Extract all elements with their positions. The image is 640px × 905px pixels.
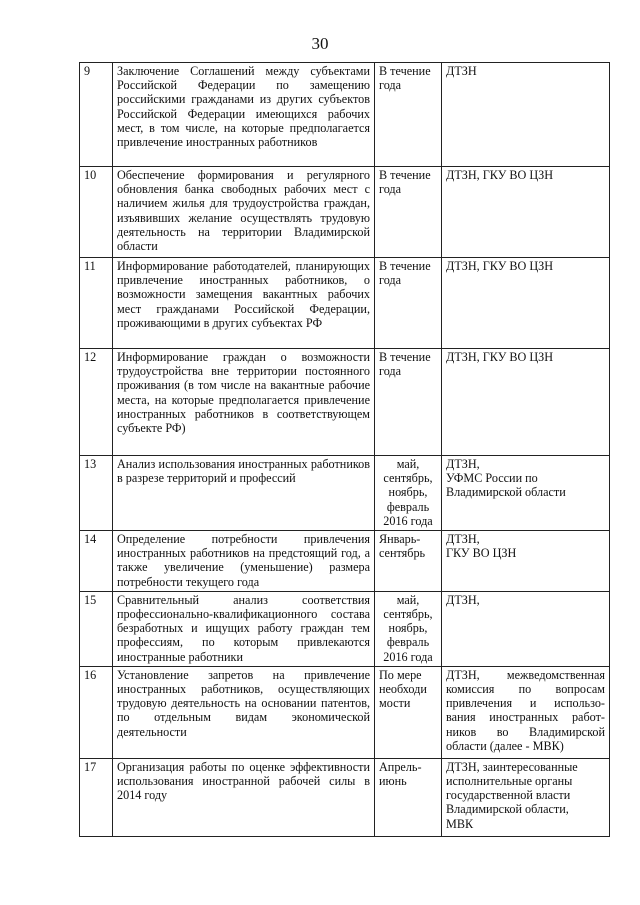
responsible-cell [442, 167, 610, 258]
row-number: 12 [80, 349, 113, 456]
table-row [80, 591, 610, 666]
term-line: май, [396, 457, 420, 471]
table-row [80, 666, 610, 758]
term-line: февраль [386, 635, 430, 650]
responsible-line: ДТЗН, [446, 532, 480, 547]
responsible-line: государственной власти [446, 788, 571, 803]
responsible-cell [442, 666, 610, 758]
responsible-line: ДТЗН, [446, 457, 480, 471]
table-row [80, 63, 610, 167]
responsible-cell [442, 456, 610, 531]
responsible-line: ДТЗН, ГКУ ВО ЦЗН [446, 168, 554, 182]
action-text: Установление запретов на привлечение иностранных работников, осуществляющих трудовую деятельность на основании патентов, по отдельным видам экономической деятельности [113, 666, 375, 758]
term-cell [375, 666, 442, 758]
row-number: 16 [80, 666, 113, 758]
row-number: 11 [80, 258, 113, 349]
responsible-cell [442, 531, 610, 592]
term-cell [375, 258, 442, 349]
term-cell [375, 531, 442, 592]
action-text: Информирование работодателей, планирующих привлечение иностранных работников, о возможности замещения вакантных рабочих мест гражданами Российской Федерации, проживающими в других субъектах РФ [113, 258, 375, 349]
term-line: В течение [379, 350, 431, 364]
action-text: Определение потребности привлечения иностранных работников на предстоящий год, а также увеличение (уменьшение) размера потребности текущего года [113, 531, 375, 592]
term-line: сентябрь, [383, 471, 433, 486]
term-cell [375, 349, 442, 456]
term-line: года [379, 78, 402, 93]
row-number: 15 [80, 591, 113, 666]
responsible-line: МВК [446, 816, 474, 831]
action-text: Обеспечение формирования и регулярного обновления банка свободных рабочих мест с наличием жилья для трудоустройства граждан, изъявивших желание осуществлять трудовую деятельность на территории Владимирской области [113, 167, 375, 258]
responsible-line: ДТЗН, ГКУ ВО ЦЗН [446, 350, 554, 364]
term-line: сентябрь, [383, 607, 433, 622]
responsible-line: Владимирской области [446, 485, 566, 500]
row-number: 13 [80, 456, 113, 531]
responsible-cell [442, 349, 610, 456]
term-line: май, [396, 592, 420, 607]
term-line: июнь [379, 774, 407, 789]
page-number: 30 [311, 34, 329, 53]
row-number: 14 [80, 531, 113, 592]
responsible-cell [442, 63, 610, 167]
term-line: ноябрь, [388, 621, 428, 636]
term-line: Апрель- [379, 759, 422, 774]
row-number: 17 [80, 758, 113, 836]
responsible-line: ГКУ ВО ЦЗН [446, 546, 517, 561]
action-text: Организация работы по оценке эффективности использования иностранной рабочей силы в 2014 году [113, 758, 375, 836]
responsible-line: ДТЗН, межведомственная комиссия по вопросам привлечения и использо-вания иностранных работ-ников во Владимирской области (далее - МВК) [446, 667, 605, 753]
term-line: года [379, 273, 402, 288]
term-line: Январь- [379, 532, 421, 547]
term-line: ноябрь, [388, 485, 428, 500]
action-text: Анализ использования иностранных работников в разрезе территорий и профессий [113, 456, 375, 531]
responsible-line: ДТЗН, ГКУ ВО ЦЗН [446, 259, 554, 273]
term-line: года [379, 364, 402, 379]
term-line: необходи [379, 682, 427, 697]
term-line: В течение [379, 64, 431, 78]
responsible-cell [442, 591, 610, 666]
responsible-line: ДТЗН, [446, 592, 480, 607]
term-cell [375, 63, 442, 167]
table-row [80, 258, 610, 349]
term-line: 2016 года [383, 513, 433, 528]
table-row [80, 758, 610, 836]
term-line: сентябрь [379, 546, 426, 561]
term-cell [375, 167, 442, 258]
term-line: мости [379, 696, 411, 711]
table-row [80, 349, 610, 456]
responsible-line: УФМС России по [446, 471, 538, 486]
term-cell [375, 456, 442, 531]
row-number: 10 [80, 167, 113, 258]
responsible-line: ДТЗН, заинтересованные [446, 759, 578, 774]
responsible-line: ДТЗН [446, 64, 477, 78]
term-cell [375, 591, 442, 666]
row-number: 9 [80, 63, 113, 167]
measures-table [79, 62, 610, 837]
table-row [80, 531, 610, 592]
term-cell [375, 758, 442, 836]
action-text: Заключение Соглашений между субъектами Российской Федерации по замещению российскими гражданами из других субъектов Российской Федерации имеющихся рабочих мест, в том числе, на которые предполагается привлечение иностранных работников [113, 63, 375, 167]
responsible-line: исполнительные органы [446, 774, 573, 789]
responsible-cell [442, 758, 610, 836]
table-row [80, 167, 610, 258]
term-line: года [379, 182, 402, 197]
responsible-line: Владимирской области, [446, 802, 569, 817]
term-line: В течение [379, 259, 431, 273]
term-line: февраль [386, 499, 430, 514]
term-line: В течение [379, 168, 431, 182]
term-line: По мере [379, 667, 422, 682]
table-row [80, 456, 610, 531]
term-line: 2016 года [383, 649, 433, 664]
action-text: Сравнительный анализ соответствия профессионально-квалификационного состава безработных и ищущих работу граждан тем профессиям, по которым привлекаются иностранные работники [113, 591, 375, 666]
responsible-cell [442, 258, 610, 349]
action-text: Информирование граждан о возможности трудоустройства вне территории постоянного проживания (в том числе на вакантные рабочие места, на которые предполагается привлечение иностранных работников в соответствующем субъекте РФ) [113, 349, 375, 456]
